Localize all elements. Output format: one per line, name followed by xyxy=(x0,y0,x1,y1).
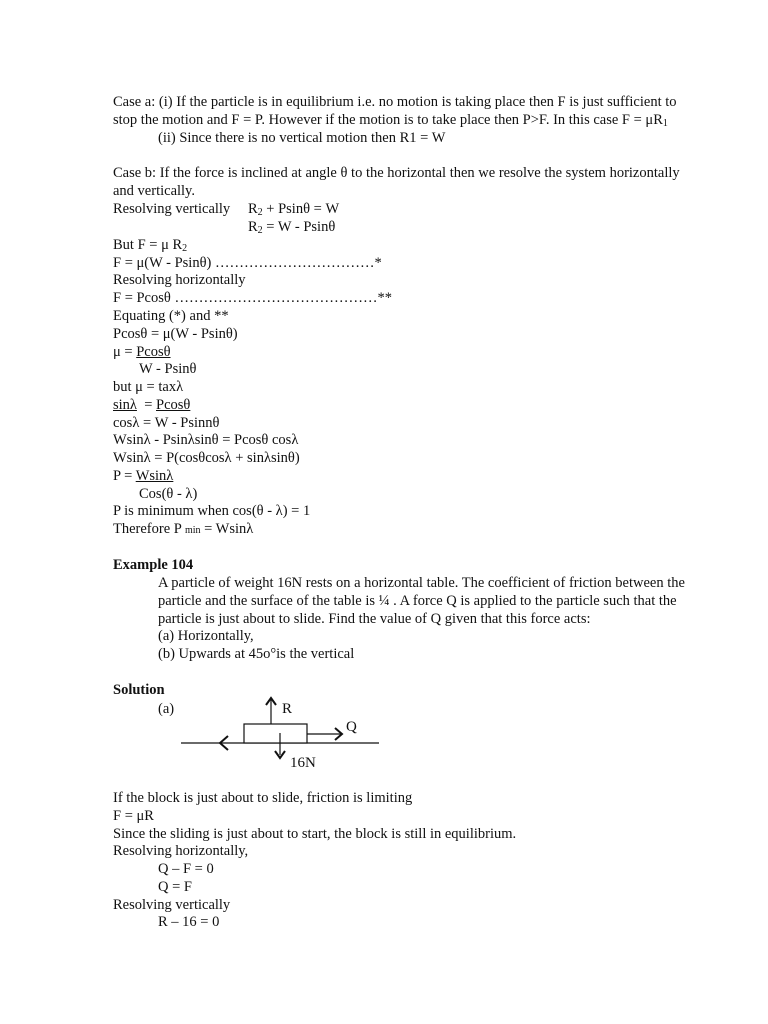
p-min-line: P is minimum when cos(θ - λ) = 1 xyxy=(113,503,311,519)
but-f-text: But F = μ R xyxy=(113,237,183,253)
equation-vertical-2 xyxy=(248,219,335,240)
block xyxy=(244,724,307,743)
example-line-3: particle is just about to slide. Find the value of Q given that this force acts: xyxy=(158,611,591,627)
solution-eq-1: Q – F = 0 xyxy=(158,861,214,877)
case-b-line-1: Case b: If the force is inclined at angle θ to the horizontal then we resolve the system horizontally xyxy=(113,165,680,181)
case-b-line-2: and vertically. xyxy=(113,183,195,199)
eq2-r: R xyxy=(248,219,258,235)
p-numerator: Wsinλ xyxy=(135,468,174,484)
solution-line-2: F = μR xyxy=(113,808,154,824)
solution-line-1: If the block is just about to slide, friction is limiting xyxy=(113,790,413,806)
sin-lambda: sinλ xyxy=(113,397,137,413)
case-a-line-2-text: stop the motion and F = P. However if the motion is to take place then P>F. In this case F = μR xyxy=(113,112,663,128)
eq1-sub: 2 xyxy=(257,207,263,218)
therefore-text: Therefore P xyxy=(113,521,185,537)
solution-part-label: (a) xyxy=(158,701,175,717)
eq2-rest: = W - Psinθ xyxy=(262,219,336,235)
solution-eq-3: R – 16 = 0 xyxy=(158,914,220,930)
eq1-r: R xyxy=(248,201,258,217)
solution-line-3: Since the sliding is just about to start, the block is still in equilibrium. xyxy=(113,826,517,842)
p-denominator: Cos(θ - λ) xyxy=(139,486,198,502)
force-diagram xyxy=(175,692,390,774)
wsin-line-1: Wsinλ - Psinλsinθ = Pcosθ cosλ xyxy=(113,432,299,448)
eq1-rest: + Psinθ = W xyxy=(262,201,340,217)
equating-line: Equating (*) and ** xyxy=(113,308,229,324)
mu-numerator: Pcosθ xyxy=(136,344,171,360)
case-a-subscript: 1 xyxy=(662,118,668,129)
case-a-line-3: (ii) Since there is no vertical motion then R1 = W xyxy=(158,130,446,146)
but-f-sub: 2 xyxy=(182,243,188,254)
eq2-sub: 2 xyxy=(257,225,263,236)
sin-eq: = xyxy=(136,397,157,413)
pcos-equation: Pcosθ = μ(W - Psinθ) xyxy=(113,326,238,342)
label-16n: 16N xyxy=(290,755,316,771)
resolving-vertically-label: Resolving vertically xyxy=(113,201,231,217)
therefore-line xyxy=(113,521,253,540)
but-mu-line: but μ = taxλ xyxy=(113,379,184,395)
p-fraction-numerator-line xyxy=(113,468,173,486)
solution-line-5: Resolving vertically xyxy=(113,897,231,913)
example-line-1: A particle of weight 16N rests on a horizontal table. The coefficient of friction between the xyxy=(158,575,685,591)
case-a-line-1: Case a: (i) If the particle is in equilibrium i.e. no motion is taking place then F is just sufficient to xyxy=(113,94,677,110)
sin-lambda-line xyxy=(113,397,190,415)
example-option-a: (a) Horizontally, xyxy=(158,628,254,644)
force-diagram-svg xyxy=(175,692,390,774)
mu-fraction-numerator-line xyxy=(113,344,171,362)
therefore-sub: min xyxy=(184,525,201,536)
solution-eq-2: Q = F xyxy=(158,879,192,895)
sin-rhs: Pcosθ xyxy=(156,397,191,413)
mu-prefix: μ = xyxy=(113,344,137,360)
therefore-rest: = Wsinλ xyxy=(200,521,254,537)
wsin-line-2: Wsinλ = P(cosθcosλ + sinλsinθ) xyxy=(113,450,300,466)
example-title: Example 104 xyxy=(113,557,194,573)
cos-lambda-line: cosλ = W - Psinnθ xyxy=(113,415,220,431)
f-star-line: F = μ(W - Psinθ) ……………………………* xyxy=(113,255,382,271)
f-star2-line: F = Pcosθ ……………………………………** xyxy=(113,290,392,306)
label-q: Q xyxy=(346,719,357,735)
example-option-b: (b) Upwards at 45o°is the vertical xyxy=(158,646,355,662)
resolving-horizontally-label: Resolving horizontally xyxy=(113,272,246,288)
solution-title: Solution xyxy=(113,682,165,698)
label-r: R xyxy=(282,701,293,717)
p-prefix: P = xyxy=(113,468,136,484)
example-line-2: particle and the surface of the table is ¼ . A force Q is applied to the particle such that the xyxy=(158,593,677,609)
solution-line-4: Resolving horizontally, xyxy=(113,843,249,859)
mu-denominator: W - Psinθ xyxy=(139,361,197,377)
